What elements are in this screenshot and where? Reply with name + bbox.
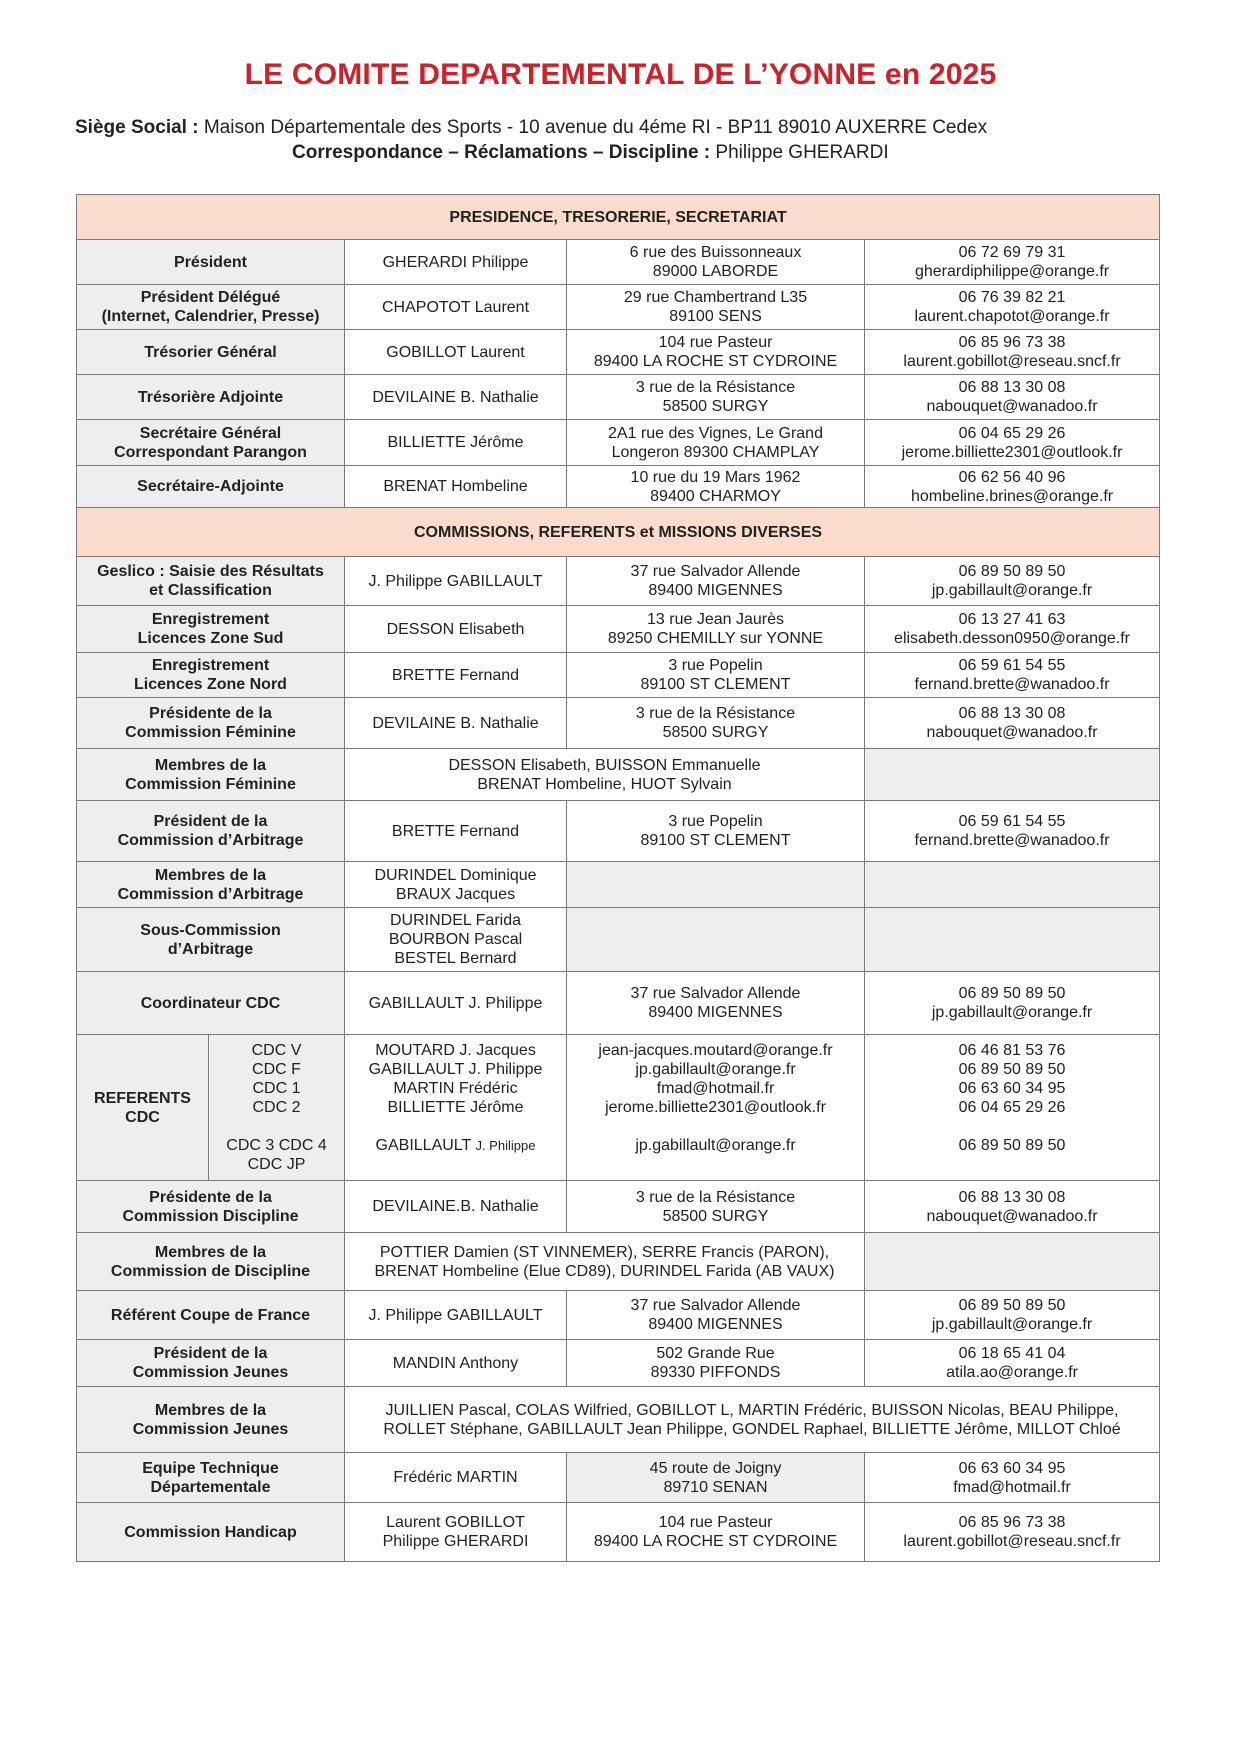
empty-cell [567, 862, 865, 908]
contact-cell [865, 557, 1160, 606]
role-line: Licences Zone Sud [137, 630, 284, 647]
name-line: BRENAT Hombeline [383, 478, 528, 495]
role-line: Correspondant Parangon [114, 443, 307, 461]
email: laurent.chapotot@orange.fr [914, 308, 1110, 325]
role-line: Commission de Discipline [110, 1262, 311, 1280]
role-line: Départementale [150, 1478, 271, 1496]
table-row [77, 606, 1160, 653]
contact-cell [865, 466, 1160, 508]
name-line: Frédéric MARTIN [393, 1469, 518, 1486]
email: gherardiphilippe@orange.fr [914, 263, 1110, 280]
name-cell [345, 653, 567, 698]
name-line: DEVILAINE B. Nathalie [372, 714, 539, 732]
name-cell [345, 420, 567, 466]
members-line: JUILLIEN Pascal, COLAS Wilfried, GOBILLOT L, MARTIN Frédéric, BUISSON Nicolas, BEAU Philippe, [385, 1401, 1119, 1419]
address-cell [567, 557, 865, 606]
email: laurent.gobillot@reseau.sncf.fr [903, 1533, 1121, 1550]
table-row [77, 1035, 1160, 1181]
role-line: Présidente de la [149, 1188, 272, 1206]
contact-cell [865, 375, 1160, 420]
role-line: Membres de la [154, 866, 267, 884]
name-line: BESTEL Bernard [394, 950, 517, 967]
phone: 06 85 96 73 38 [958, 1514, 1066, 1531]
phone: 06 88 13 30 08 [958, 705, 1066, 722]
name-cell [345, 908, 567, 972]
address-line: 58500 SURGY [662, 398, 769, 415]
role-line: (Internet, Calendrier, Presse) [101, 308, 320, 325]
role-line: Commission d’Arbitrage [117, 832, 304, 849]
contact-cell [865, 698, 1160, 749]
address-line: 89400 MIGENNES [648, 582, 783, 599]
address-line: 89400 CHARMOY [650, 487, 781, 505]
phone: 06 85 96 73 38 [958, 334, 1066, 351]
role-line: Secrétaire Général [139, 424, 282, 442]
role-cell [77, 749, 345, 801]
role-cell [77, 698, 345, 749]
phone: 06 62 56 40 96 [958, 468, 1066, 486]
role-cell [77, 330, 345, 375]
table-row [77, 972, 1160, 1035]
table-row [77, 862, 1160, 908]
members-line: DESSON Elisabeth, BUISSON Emmanuelle [448, 756, 761, 774]
address-line: 89400 LA ROCHE ST CYDROINE [593, 353, 838, 370]
email: nabouquet@wanadoo.fr [926, 1207, 1098, 1225]
members-line: BRENAT Hombeline, HUOT Sylvain [477, 775, 732, 793]
name-line: BOURBON Pascal [388, 931, 523, 948]
role-line: Trésorier Général [144, 343, 277, 361]
siege-label: Siège Social : [75, 117, 199, 138]
name-line: J. Philippe GABILLAULT [368, 572, 543, 590]
committee-table [76, 194, 1160, 1562]
members-cell [345, 749, 865, 801]
section-commissions: COMMISSIONS, REFERENTS et MISSIONS DIVERSES [77, 508, 1160, 557]
phone: 06 89 50 89 50 [958, 1297, 1066, 1314]
contact-cell [865, 972, 1160, 1035]
role-line: Equipe Technique [142, 1459, 279, 1477]
address-line: 3 rue Popelin [668, 813, 763, 830]
table-row [77, 1503, 1160, 1562]
name-cell [345, 1453, 567, 1503]
address-line: Longeron 89300 CHAMPLAY [611, 443, 820, 461]
name-cell [345, 1291, 567, 1340]
table-row [77, 557, 1160, 606]
role-line: Sous-Commission [140, 921, 281, 939]
table-row [77, 1340, 1160, 1387]
role-line: et Classification [149, 582, 272, 599]
role-cell [77, 1387, 345, 1453]
table-row [77, 466, 1160, 508]
address-line: 3 rue de la Résistance [635, 705, 796, 722]
address-line: 6 rue des Buissonneaux [629, 244, 802, 261]
role-line: Trésorière Adjointe [137, 388, 284, 406]
name-line: BILLIETTE Jérôme [387, 1099, 524, 1116]
email: elisabeth.desson0950@orange.fr [894, 630, 1131, 647]
role-line: Membres de la [154, 1243, 267, 1261]
contact-cell [865, 330, 1160, 375]
address-line: 2A1 rue des Vignes, Le Grand [608, 424, 823, 442]
contact-cell [865, 420, 1160, 466]
address-line: 104 rue Pasteur [658, 334, 773, 351]
table-row [77, 801, 1160, 862]
address-line: 58500 SURGY [662, 724, 769, 741]
phone: 06 63 60 34 95 [958, 1459, 1066, 1477]
empty-cell [567, 908, 865, 972]
email: nabouquet@wanadoo.fr [926, 724, 1098, 741]
address-line: 3 rue de la Résistance [635, 1188, 796, 1206]
address-cell [567, 285, 865, 330]
name-main: GABILLAULT [375, 1137, 471, 1154]
role-line: Président Délégué [140, 289, 281, 306]
label-line: CDC [125, 1108, 160, 1126]
role-line: Coordinateur CDC [140, 994, 281, 1012]
role-line: Enregistrement [151, 657, 270, 674]
email: jerome.billiette2301@outlook.fr [605, 1099, 826, 1116]
table-row [77, 1181, 1160, 1233]
email: jp.gabillault@orange.fr [635, 1061, 796, 1078]
address-line: 58500 SURGY [662, 1207, 769, 1225]
contact-cell [865, 1181, 1160, 1233]
cdc-code: CDC V [251, 1042, 302, 1059]
referents-codes [209, 1035, 345, 1181]
table-row [77, 375, 1160, 420]
phone: 06 04 65 29 26 [958, 424, 1066, 442]
email: jp.gabillault@orange.fr [931, 1316, 1093, 1333]
email: jp.gabillault@orange.fr [931, 1004, 1093, 1021]
address-line: 37 rue Salvador Allende [630, 985, 801, 1002]
role-line: Membres de la [154, 756, 267, 774]
members-cell [345, 1233, 865, 1291]
role-cell [77, 285, 345, 330]
role-line: Licences Zone Nord [134, 676, 287, 693]
contact-cell [865, 606, 1160, 653]
name-line: MOUTARD J. Jacques [375, 1042, 536, 1059]
phone: 06 89 50 89 50 [958, 1137, 1066, 1154]
contact-cell [865, 1453, 1160, 1503]
contact-cell [865, 1503, 1160, 1562]
address-line: 10 rue du 19 Mars 1962 [630, 468, 801, 486]
cdc-code: CDC 3 CDC 4 [226, 1137, 327, 1154]
empty-cell [865, 749, 1160, 801]
role-cell [77, 557, 345, 606]
table-row [77, 698, 1160, 749]
role-line: Secrétaire-Adjointe [137, 478, 284, 495]
address-line: 37 rue Salvador Allende [630, 1297, 801, 1314]
name-line: Laurent GOBILLOT [386, 1514, 525, 1531]
phone: 06 89 50 89 50 [958, 1061, 1066, 1078]
address-cell [567, 1181, 865, 1233]
referents-label [77, 1035, 209, 1181]
email: jp.gabillault@orange.fr [635, 1137, 796, 1154]
name-cell [345, 972, 567, 1035]
role-line: Commission Jeunes [132, 1420, 289, 1438]
name-line: GHERARDI Philippe [382, 253, 529, 271]
address-line: 89250 CHEMILLY sur YONNE [607, 630, 824, 647]
address-cell [567, 420, 865, 466]
name-cell [345, 285, 567, 330]
name-cell [345, 557, 567, 606]
table-row [77, 240, 1160, 285]
page-title: LE COMITE DEPARTEMENTAL DE L’YONNE en 2025 [244, 58, 997, 91]
name-line: BRETTE Fernand [391, 666, 520, 684]
role-line: Commission Discipline [122, 1207, 299, 1225]
role-line: d’Arbitrage [167, 940, 254, 958]
email: fernand.brette@wanadoo.fr [914, 676, 1110, 693]
role-line: Commission d’Arbitrage [117, 885, 304, 903]
name-line: J. Philippe GABILLAULT [368, 1306, 543, 1324]
name-cell [345, 801, 567, 862]
table-row [77, 749, 1160, 801]
address-line: 89330 PIFFONDS [650, 1364, 781, 1381]
name-line: DESSON Elisabeth [386, 620, 525, 638]
table-row [77, 330, 1160, 375]
members-cell [345, 1387, 1160, 1453]
address-line: 89000 LABORDE [652, 263, 779, 280]
name-line: BILLIETTE Jérôme [387, 434, 524, 451]
phone: 06 89 50 89 50 [958, 985, 1066, 1002]
address-line: 13 rue Jean Jaurès [647, 611, 784, 628]
role-cell [77, 240, 345, 285]
email: fmad@hotmail.fr [953, 1478, 1071, 1496]
email: fernand.brette@wanadoo.fr [914, 832, 1110, 849]
name-line: MARTIN Frédéric [393, 1080, 518, 1097]
address-line: 29 rue Chambertrand L35 [623, 289, 808, 306]
address-cell [567, 1453, 865, 1503]
table-row [77, 1453, 1160, 1503]
email: jp.gabillault@orange.fr [931, 582, 1093, 599]
address-line: 104 rue Pasteur [658, 1514, 773, 1531]
email: jean-jacques.moutard@orange.fr [598, 1042, 833, 1059]
address-cell [567, 466, 865, 508]
name-line: Philippe GHERARDI [382, 1533, 529, 1550]
members-line: POTTIER Damien (ST VINNEMER), SERRE Francis (PARON), [379, 1243, 830, 1261]
contact-cell [865, 285, 1160, 330]
address-cell [567, 1503, 865, 1562]
role-cell [77, 1233, 345, 1291]
name-cell [345, 375, 567, 420]
table-row [77, 1387, 1160, 1453]
contact-cell [865, 1291, 1160, 1340]
address-line: 502 Grande Rue [656, 1345, 775, 1362]
table-row [77, 1233, 1160, 1291]
contact-cell [865, 653, 1160, 698]
phone: 06 76 39 82 21 [958, 289, 1066, 306]
name-cell [345, 330, 567, 375]
role-line: Présidente de la [149, 705, 272, 722]
name-cell [345, 862, 567, 908]
role-cell [77, 653, 345, 698]
name-line: MANDIN Anthony [392, 1354, 519, 1372]
role-line: Geslico : Saisie des Résultats [97, 563, 324, 580]
address-cell [567, 972, 865, 1035]
role-cell [77, 420, 345, 466]
role-line: Référent Coupe de France [110, 1306, 311, 1324]
role-line: Membres de la [154, 1401, 267, 1419]
address-line: 89100 ST CLEMENT [640, 832, 791, 849]
cdc-code: CDC 1 [252, 1080, 301, 1097]
phone: 06 88 13 30 08 [958, 379, 1066, 396]
phone: 06 88 13 30 08 [958, 1188, 1066, 1206]
siege-text: Maison Départementale des Sports - 10 avenue du 4éme RI - BP11 89010 AUXERRE Cedex [203, 117, 988, 138]
referents-names [345, 1035, 567, 1181]
contact-cell [865, 240, 1160, 285]
role-cell [77, 1503, 345, 1562]
email: laurent.gobillot@reseau.sncf.fr [903, 353, 1121, 370]
address-line: 89100 ST CLEMENT [640, 676, 791, 693]
name-line: CHAPOTOT Laurent [381, 298, 530, 316]
role-cell [77, 1291, 345, 1340]
address-line: 3 rue de la Résistance [635, 379, 796, 396]
role-cell [77, 1340, 345, 1387]
name-small: J. Philippe [475, 1138, 536, 1153]
members-line: ROLLET Stéphane, GABILLAULT Jean Philippe, GONDEL Raphael, BILLIETTE Jérôme, MILLOT Chloé [383, 1420, 1121, 1438]
address-line: 45 route de Joigny [649, 1459, 782, 1477]
table-row [77, 285, 1160, 330]
address-cell [567, 375, 865, 420]
email: nabouquet@wanadoo.fr [926, 398, 1098, 415]
phone: 06 59 61 54 55 [958, 657, 1066, 674]
name-line: DURINDEL Dominique [374, 866, 537, 884]
address-cell [567, 240, 865, 285]
members-line: BRENAT Hombeline (Elue CD89), DURINDEL Farida (AB VAUX) [374, 1262, 835, 1280]
phone: 06 46 81 53 76 [958, 1042, 1066, 1059]
role-cell [77, 375, 345, 420]
phone: 06 04 65 29 26 [958, 1099, 1066, 1116]
role-line: Enregistrement [151, 611, 270, 628]
phone: 06 72 69 79 31 [958, 244, 1066, 261]
role-line: Commission Féminine [125, 724, 296, 741]
address-line: 89400 LA ROCHE ST CYDROINE [593, 1533, 838, 1550]
referents-phones [865, 1035, 1160, 1181]
name-line: BRETTE Fernand [391, 822, 520, 840]
table-row [77, 908, 1160, 972]
address-line: 89400 MIGENNES [648, 1316, 783, 1333]
phone: 06 63 60 34 95 [958, 1080, 1066, 1097]
name-cell [345, 698, 567, 749]
name-cell [345, 1181, 567, 1233]
empty-cell [865, 1233, 1160, 1291]
address-line: 89100 SENS [669, 308, 762, 325]
contact-cell [865, 1340, 1160, 1387]
role-line: Commission Jeunes [132, 1364, 289, 1381]
role-line: Président de la [153, 1345, 268, 1362]
empty-cell [865, 862, 1160, 908]
name-line: DEVILAINE B. Nathalie [372, 388, 539, 406]
role-cell [77, 466, 345, 508]
name-line: DEVILAINE.B. Nathalie [372, 1198, 539, 1215]
address-line: 89710 SENAN [663, 1478, 768, 1496]
referents-emails [567, 1035, 865, 1181]
name-line: GABILLAULT J. Philippe [368, 1061, 543, 1078]
name-line: GOBILLOT Laurent [386, 343, 525, 361]
role-line: Commission Féminine [125, 775, 296, 793]
correspondance [292, 142, 889, 164]
phone: 06 59 61 54 55 [958, 813, 1066, 830]
contact-cell [865, 801, 1160, 862]
corr-text: Philippe GHERARDI [715, 142, 889, 163]
email: atila.ao@orange.fr [946, 1364, 1078, 1381]
table-row [77, 653, 1160, 698]
empty-cell [865, 908, 1160, 972]
email: fmad@hotmail.fr [656, 1080, 775, 1097]
address-cell [567, 1340, 865, 1387]
phone: 06 18 65 41 04 [958, 1345, 1066, 1362]
address-cell [567, 1291, 865, 1340]
role-line: Président de la [153, 813, 268, 830]
role-cell [77, 972, 345, 1035]
name-line: DURINDEL Farida [390, 912, 521, 929]
role-cell [77, 1181, 345, 1233]
address-cell [567, 330, 865, 375]
role-cell [77, 908, 345, 972]
email: jerome.billiette2301@outlook.fr [901, 443, 1123, 461]
phone: 06 13 27 41 63 [958, 611, 1066, 628]
name-cell [345, 466, 567, 508]
role-line: Président [174, 253, 247, 271]
address-line: 89400 MIGENNES [648, 1004, 783, 1021]
name-line [349, 1136, 562, 1155]
table-row [77, 1291, 1160, 1340]
corr-label: Correspondance – Réclamations – Discipline : [292, 142, 711, 163]
role-line: Commission Handicap [124, 1523, 297, 1541]
name-line: BRAUX Jacques [395, 885, 516, 903]
name-cell [345, 606, 567, 653]
role-cell [77, 1453, 345, 1503]
address-line: 3 rue Popelin [668, 657, 763, 674]
table-row [77, 420, 1160, 466]
section-presidence: PRESIDENCE, TRESORERIE, SECRETARIAT [77, 195, 1160, 240]
phone: 06 89 50 89 50 [958, 563, 1066, 580]
address-cell [567, 698, 865, 749]
siege-social [75, 117, 987, 139]
name-cell [345, 1340, 567, 1387]
name-cell [345, 1503, 567, 1562]
cdc-code: CDC 2 [252, 1099, 301, 1116]
address-cell [567, 606, 865, 653]
address-cell [567, 801, 865, 862]
name-cell [345, 240, 567, 285]
label-line: REFERENTS [94, 1089, 191, 1107]
name-line: GABILLAULT J. Philippe [368, 994, 543, 1012]
cdc-code: CDC JP [247, 1156, 306, 1173]
role-cell [77, 862, 345, 908]
email: hombeline.brines@orange.fr [910, 487, 1114, 505]
address-cell [567, 653, 865, 698]
address-line: 37 rue Salvador Allende [630, 563, 801, 580]
role-cell [77, 606, 345, 653]
cdc-code: CDC F [252, 1061, 301, 1078]
role-cell [77, 801, 345, 862]
